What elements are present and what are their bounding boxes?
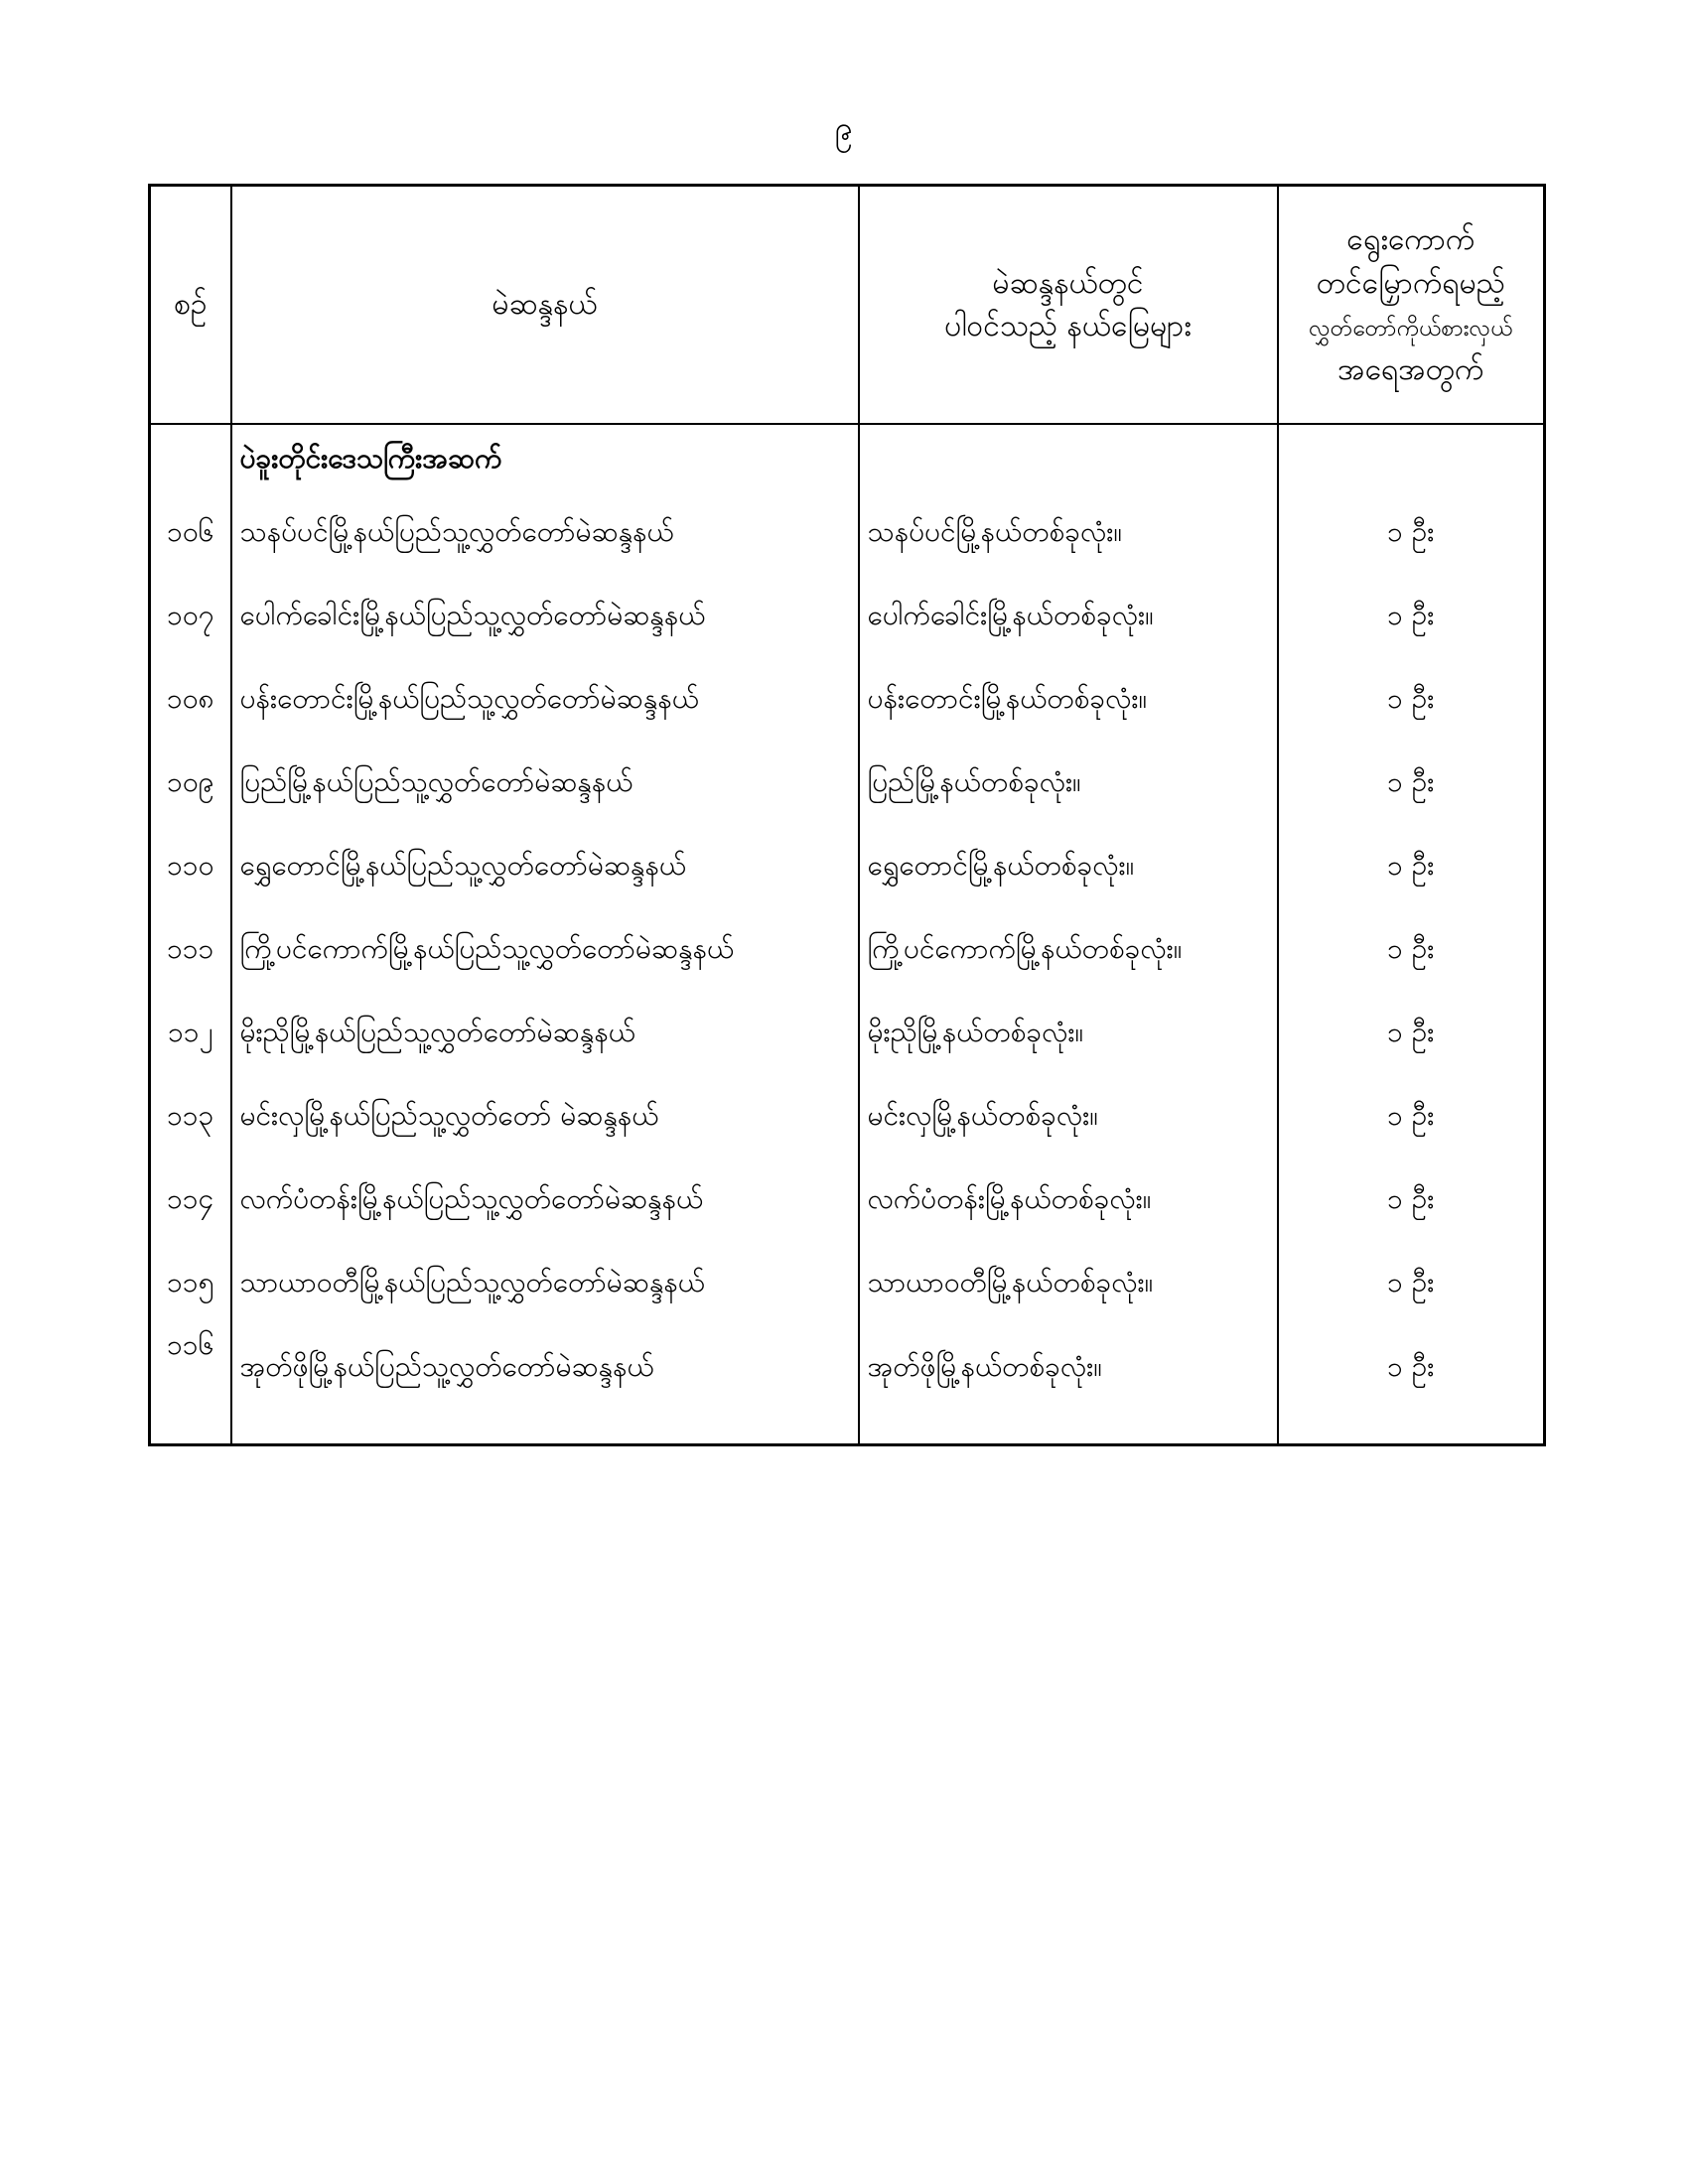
header-serial: စဉ် <box>150 186 231 425</box>
row-area: ရွှေတောင်မြို့နယ်တစ်ခုလုံး။ <box>859 826 1278 909</box>
row-area: လက်ပံတန်းမြို့နယ်တစ်ခုလုံး။ <box>859 1160 1278 1243</box>
region-heading-row <box>150 424 1545 492</box>
row-representative-count: ၁ ဦး <box>1278 1326 1545 1445</box>
row-constituency: ပြည်မြို့နယ်ပြည်သူ့လွှတ်တော်မဲဆန္ဒနယ် <box>231 743 859 826</box>
header-constituency: မဲဆန္ဒနယ် <box>231 186 859 425</box>
table-row <box>150 576 1545 659</box>
table-row <box>150 909 1545 993</box>
table-header-row <box>150 186 1545 425</box>
row-constituency: သနပ်ပင်မြို့နယ်ပြည်သူ့လွှတ်တော်မဲဆန္ဒနယ် <box>231 492 859 576</box>
row-constituency: ပေါက်ခေါင်းမြို့နယ်ပြည်သူ့လွှတ်တော်မဲဆန္ဒနယ် <box>231 576 859 659</box>
row-number: ၁၀၉ <box>150 743 231 826</box>
row-constituency: မိုးညိုမြို့နယ်ပြည်သူ့လွှတ်တော်မဲဆန္ဒနယ် <box>231 993 859 1076</box>
row-constituency: လက်ပံတန်းမြို့နယ်ပြည်သူ့လွှတ်တော်မဲဆန္ဒနယ် <box>231 1160 859 1243</box>
row-area: ပေါက်ခေါင်းမြို့နယ်တစ်ခုလုံး။ <box>859 576 1278 659</box>
constituency-table <box>148 184 1546 1446</box>
row-representative-count: ၁ ဦး <box>1278 1076 1545 1160</box>
row-area: အုတ်ဖိုမြို့နယ်တစ်ခုလုံး။ <box>859 1326 1278 1445</box>
row-representative-count: ၁ ဦး <box>1278 826 1545 909</box>
row-constituency: သာယာဝတီမြို့နယ်ပြည်သူ့လွှတ်တော်မဲဆန္ဒနယ် <box>231 1243 859 1326</box>
table-row <box>150 1326 1545 1445</box>
row-representative-count: ၁ ဦး <box>1278 909 1545 993</box>
row-representative-count: ၁ ဦး <box>1278 1243 1545 1326</box>
row-number: ၁၁၁ <box>150 909 231 993</box>
row-constituency: ပန်းတောင်းမြို့နယ်ပြည်သူ့လွှတ်တော်မဲဆန္ဒနယ် <box>231 659 859 743</box>
row-number: ၁၁၅ <box>150 1243 231 1326</box>
row-number: ၁၁၃ <box>150 1076 231 1160</box>
table-row <box>150 1160 1545 1243</box>
row-number: ၁၀၇ <box>150 576 231 659</box>
row-area: ပန်းတောင်းမြို့နယ်တစ်ခုလုံး။ <box>859 659 1278 743</box>
row-area: ကြို့ပင်ကောက်မြို့နယ်တစ်ခုလုံး။ <box>859 909 1278 993</box>
row-area: မိုးညိုမြို့နယ်တစ်ခုလုံး။ <box>859 993 1278 1076</box>
row-number: ၁၀၈ <box>150 659 231 743</box>
table-row <box>150 743 1545 826</box>
row-area: ပြည်မြို့နယ်တစ်ခုလုံး။ <box>859 743 1278 826</box>
row-representative-count: ၁ ဦး <box>1278 492 1545 576</box>
table-row <box>150 1243 1545 1326</box>
row-representative-count: ၁ ဦး <box>1278 743 1545 826</box>
row-constituency: မင်းလှမြို့နယ်ပြည်သူ့လွှတ်တော် မဲဆန္ဒနယ် <box>231 1076 859 1160</box>
table-row <box>150 492 1545 576</box>
row-constituency: အုတ်ဖိုမြို့နယ်ပြည်သူ့လွှတ်တော်မဲဆန္ဒနယ် <box>231 1326 859 1445</box>
row-number: ၁၀၆ <box>150 492 231 576</box>
row-area: သနပ်ပင်မြို့နယ်တစ်ခုလုံး။ <box>859 492 1278 576</box>
row-number: ၁၁၀ <box>150 826 231 909</box>
row-constituency: ရွှေတောင်မြို့နယ်ပြည်သူ့လွှတ်တော်မဲဆန္ဒနယ် <box>231 826 859 909</box>
header-townships: မဲဆန္ဒနယ်တွင် ပါဝင်သည့် နယ်မြေများ <box>859 186 1278 425</box>
row-representative-count: ၁ ဦး <box>1278 1160 1545 1243</box>
row-constituency: ကြို့ပင်ကောက်မြို့နယ်ပြည်သူ့လွှတ်တော်မဲဆန္ဒနယ် <box>231 909 859 993</box>
row-number: ၁၁၆ <box>150 1326 231 1445</box>
region-heading: ပဲခူးတိုင်းဒေသကြီးအဆက် <box>231 424 859 492</box>
row-area: မင်းလှမြို့နယ်တစ်ခုလုံး။ <box>859 1076 1278 1160</box>
row-area: သာယာဝတီမြို့နယ်တစ်ခုလုံး။ <box>859 1243 1278 1326</box>
row-representative-count: ၁ ဦး <box>1278 576 1545 659</box>
table-row <box>150 659 1545 743</box>
row-number: ၁၁၂ <box>150 993 231 1076</box>
table-row <box>150 826 1545 909</box>
row-representative-count: ၁ ဦး <box>1278 993 1545 1076</box>
table-row <box>150 993 1545 1076</box>
page-number: ၉ <box>835 109 853 147</box>
header-representatives: ရွေးကောက် တင်မြှောက်ရမည့် လွှတ်တော်ကိုယ်စားလှယ် အရေအတွက် <box>1278 186 1545 425</box>
row-representative-count: ၁ ဦး <box>1278 659 1545 743</box>
table-row <box>150 1076 1545 1160</box>
row-number: ၁၁၄ <box>150 1160 231 1243</box>
